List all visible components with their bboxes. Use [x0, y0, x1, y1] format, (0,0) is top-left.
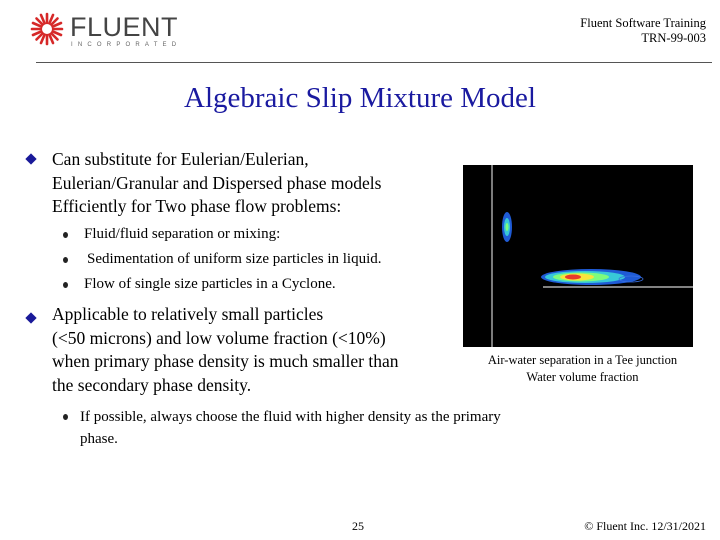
final-line: If possible, always choose the fluid with higher density as the primary — [80, 409, 501, 425]
sub-item-primary-phase — [80, 406, 640, 450]
header-info — [580, 16, 706, 46]
bullet-1-line: Efficiently for Two phase flow problems: — [52, 196, 342, 216]
doc-code: TRN-99-003 — [641, 31, 706, 45]
final-line: phase. — [80, 431, 118, 447]
bullet-2-line: Applicable to relatively small particles — [52, 304, 324, 324]
sub-item: Sedimentation of uniform size particles in liquid. — [87, 251, 382, 267]
caption-line: Water volume fraction — [526, 370, 639, 384]
sub-item: Fluid/fluid separation or mixing: — [84, 226, 281, 242]
bullet-1-line: Can substitute for Eulerian/Eulerian, — [52, 149, 309, 169]
sub-bullet-dot-icon — [63, 414, 68, 420]
sub-item: Flow of single size particles in a Cyclone. — [84, 276, 336, 292]
copyright: © Fluent Inc. 12/31/2021 — [584, 519, 706, 533]
figure-caption — [470, 352, 695, 386]
bullet-2-line: the secondary phase density. — [52, 374, 252, 395]
sub-bullet-dot-icon — [63, 232, 68, 238]
bullet-2-line: when primary phase density is much smaller than — [52, 351, 399, 371]
diamond-bullet-icon — [25, 153, 36, 164]
fluent-star-icon — [30, 12, 64, 46]
sub-bullet-dot-icon — [63, 282, 68, 288]
bullet-1-text — [52, 148, 381, 219]
fluent-logo — [30, 12, 182, 48]
caption-line: Air-water separation in a Tee junction — [487, 353, 678, 367]
volume-fraction-contour-image — [463, 165, 693, 347]
sub-bullet-dot-icon — [63, 257, 68, 263]
logo-subtext: INCORPORATED — [71, 42, 182, 48]
slide-title: Algebraic Slip Mixture Model — [184, 82, 536, 114]
page-number: 25 — [352, 519, 364, 533]
header-divider — [36, 62, 712, 63]
logo-text: FLUENT — [70, 12, 179, 42]
simulation-figure — [463, 165, 693, 347]
diamond-bullet-icon — [25, 312, 36, 323]
bullet-2-line: (<50 microns) and low volume fraction (<10%) — [52, 327, 386, 348]
training-title: Fluent Software Training — [580, 16, 706, 30]
bullet-1-line: Eulerian/Granular and Dispersed phase models — [52, 172, 382, 193]
bullet-2-text — [52, 303, 399, 397]
